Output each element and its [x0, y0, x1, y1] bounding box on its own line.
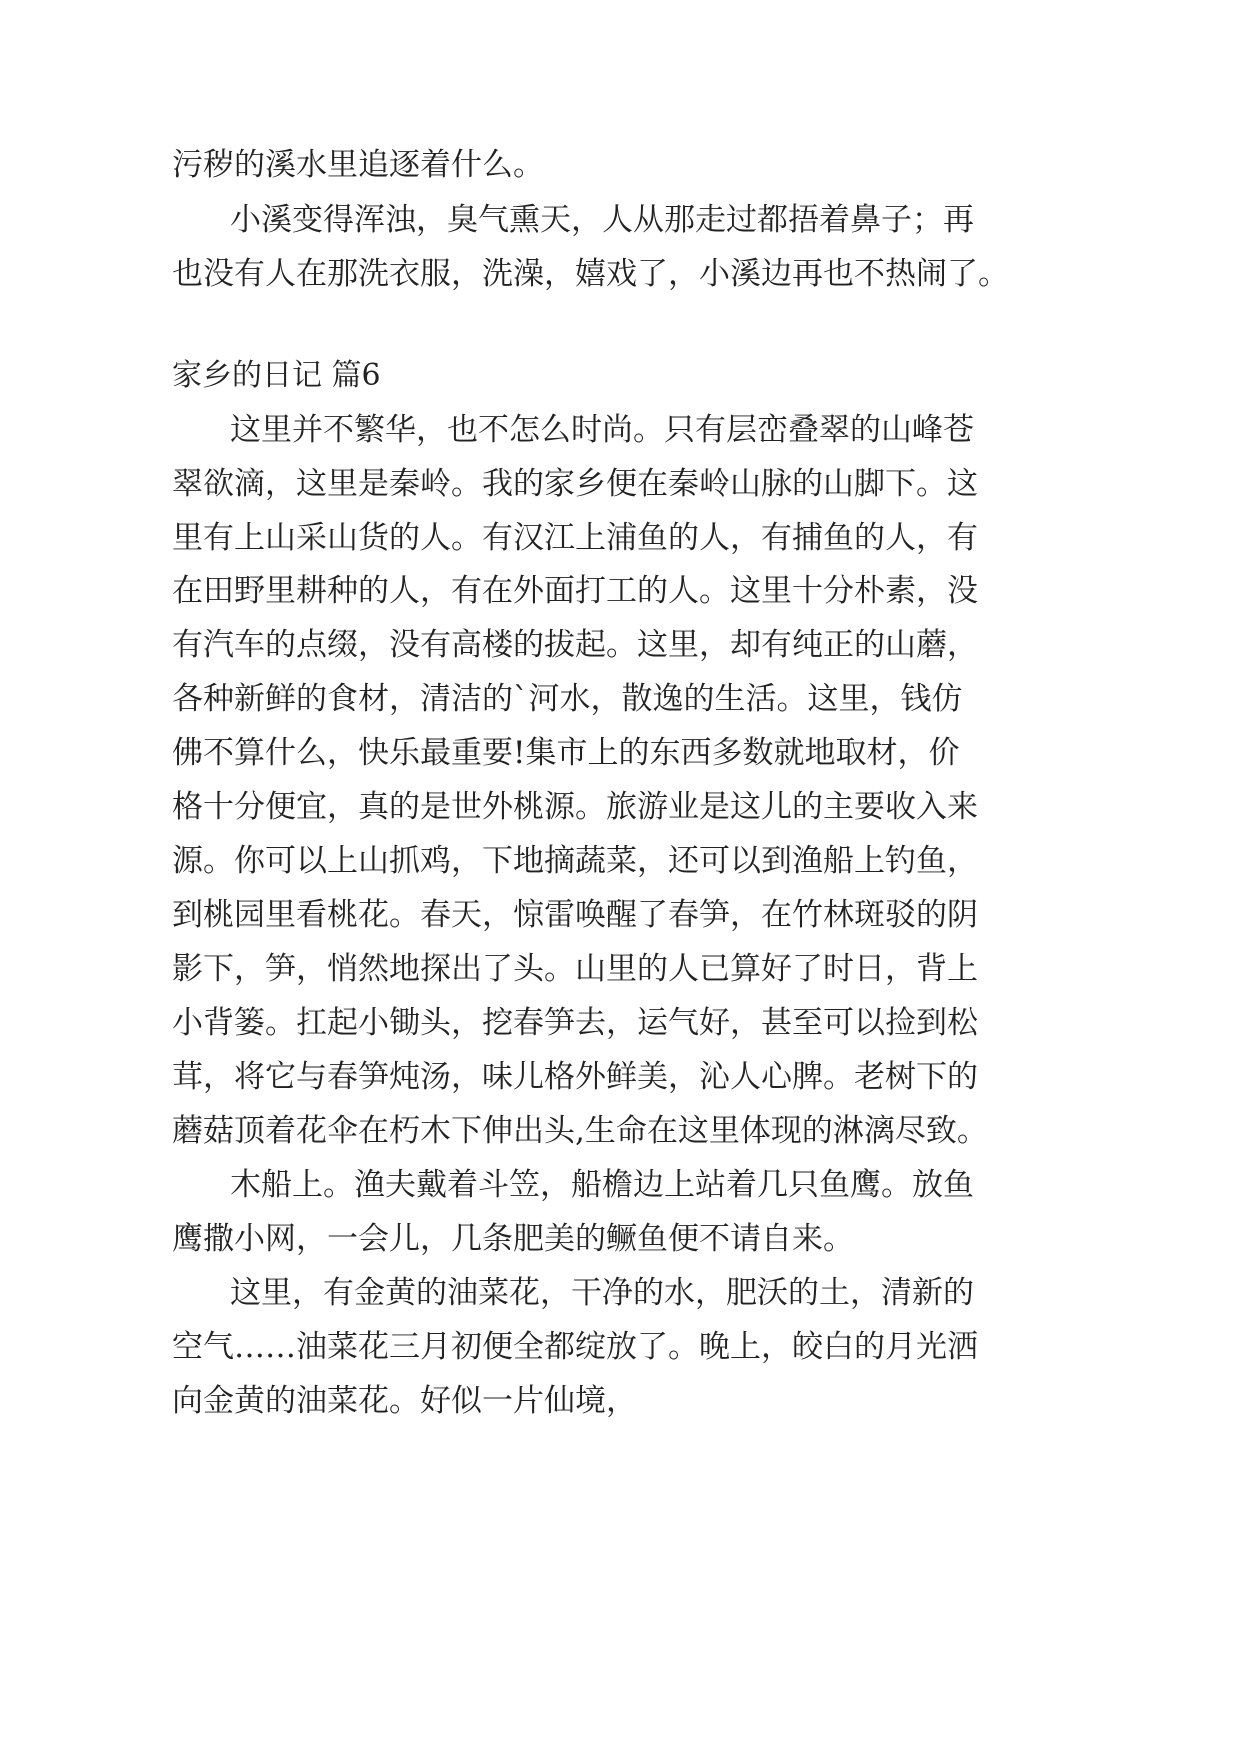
text-line: 鹰撒小网，一会儿，几条肥美的鳜鱼便不请自来。 — [172, 1221, 854, 1257]
text-line: 在田野里耕种的人，有在外面打工的人。这里十分朴素，没 — [172, 573, 978, 609]
paragraph-line: 小溪变得浑浊，臭气熏天，人从那走过都捂着鼻子；再 — [230, 202, 974, 238]
text-line: 向金黄的油菜花。好似一片仙境， — [172, 1383, 637, 1419]
paragraph-line: 这里，有金黄的油菜花，干净的水，肥沃的土，清新的 — [230, 1275, 974, 1311]
text-line: 有汽车的点缀，没有高楼的拔起。这里，却有纯正的山蘑， — [172, 627, 978, 663]
text-line: 也没有人在那洗衣服，洗澡，嬉戏了，小溪边再也不热闹了。 — [172, 256, 1009, 292]
text-line: 茸，将它与春笋炖汤，味儿格外鲜美，沁人心脾。老树下的 — [172, 1059, 978, 1095]
text-line: 空气……油菜花三月初便全都绽放了。晚上，皎白的月光洒 — [172, 1329, 978, 1365]
text-line: 蘑菇顶着花伞在朽木下伸出头,生命在这里体现的淋漓尽致。 — [172, 1113, 988, 1149]
text-line: 源。你可以上山抓鸡，下地摘蔬菜，还可以到渔船上钓鱼， — [172, 843, 978, 879]
text-line: 到桃园里看桃花。春天，惊雷唤醒了春笋，在竹林斑驳的阴 — [172, 897, 978, 933]
text-line: 格十分便宜，真的是世外桃源。旅游业是这儿的主要收入来 — [172, 789, 978, 825]
text-line: 里有上山采山货的人。有汉江上浦鱼的人，有捕鱼的人，有 — [172, 520, 978, 556]
text-line: 翠欲滴，这里是秦岭。我的家乡便在秦岭山脉的山脚下。这 — [172, 466, 978, 502]
text-line: 小背篓。扛起小锄头，挖春笋去，运气好，甚至可以捡到松 — [172, 1005, 978, 1041]
text-line: 影下，笋，悄然地探出了头。山里的人已算好了时日，背上 — [172, 951, 978, 987]
text-line: 污秽的溪水里追逐着什么。 — [172, 147, 544, 183]
text-line: 各种新鲜的食材，清洁的`河水，散逸的生活。这里，钱仿 — [172, 681, 963, 717]
paragraph-line: 这里并不繁华，也不怎么时尚。只有层峦叠翠的山峰苍 — [230, 412, 974, 448]
section-heading: 家乡的日记 篇6 — [172, 358, 381, 393]
paragraph-line: 木船上。渔夫戴着斗笠，船檐边上站着几只鱼鹰。放鱼 — [230, 1167, 974, 1203]
text-line: 佛不算什么，快乐最重要!集市上的东西多数就地取材，价 — [172, 735, 960, 771]
